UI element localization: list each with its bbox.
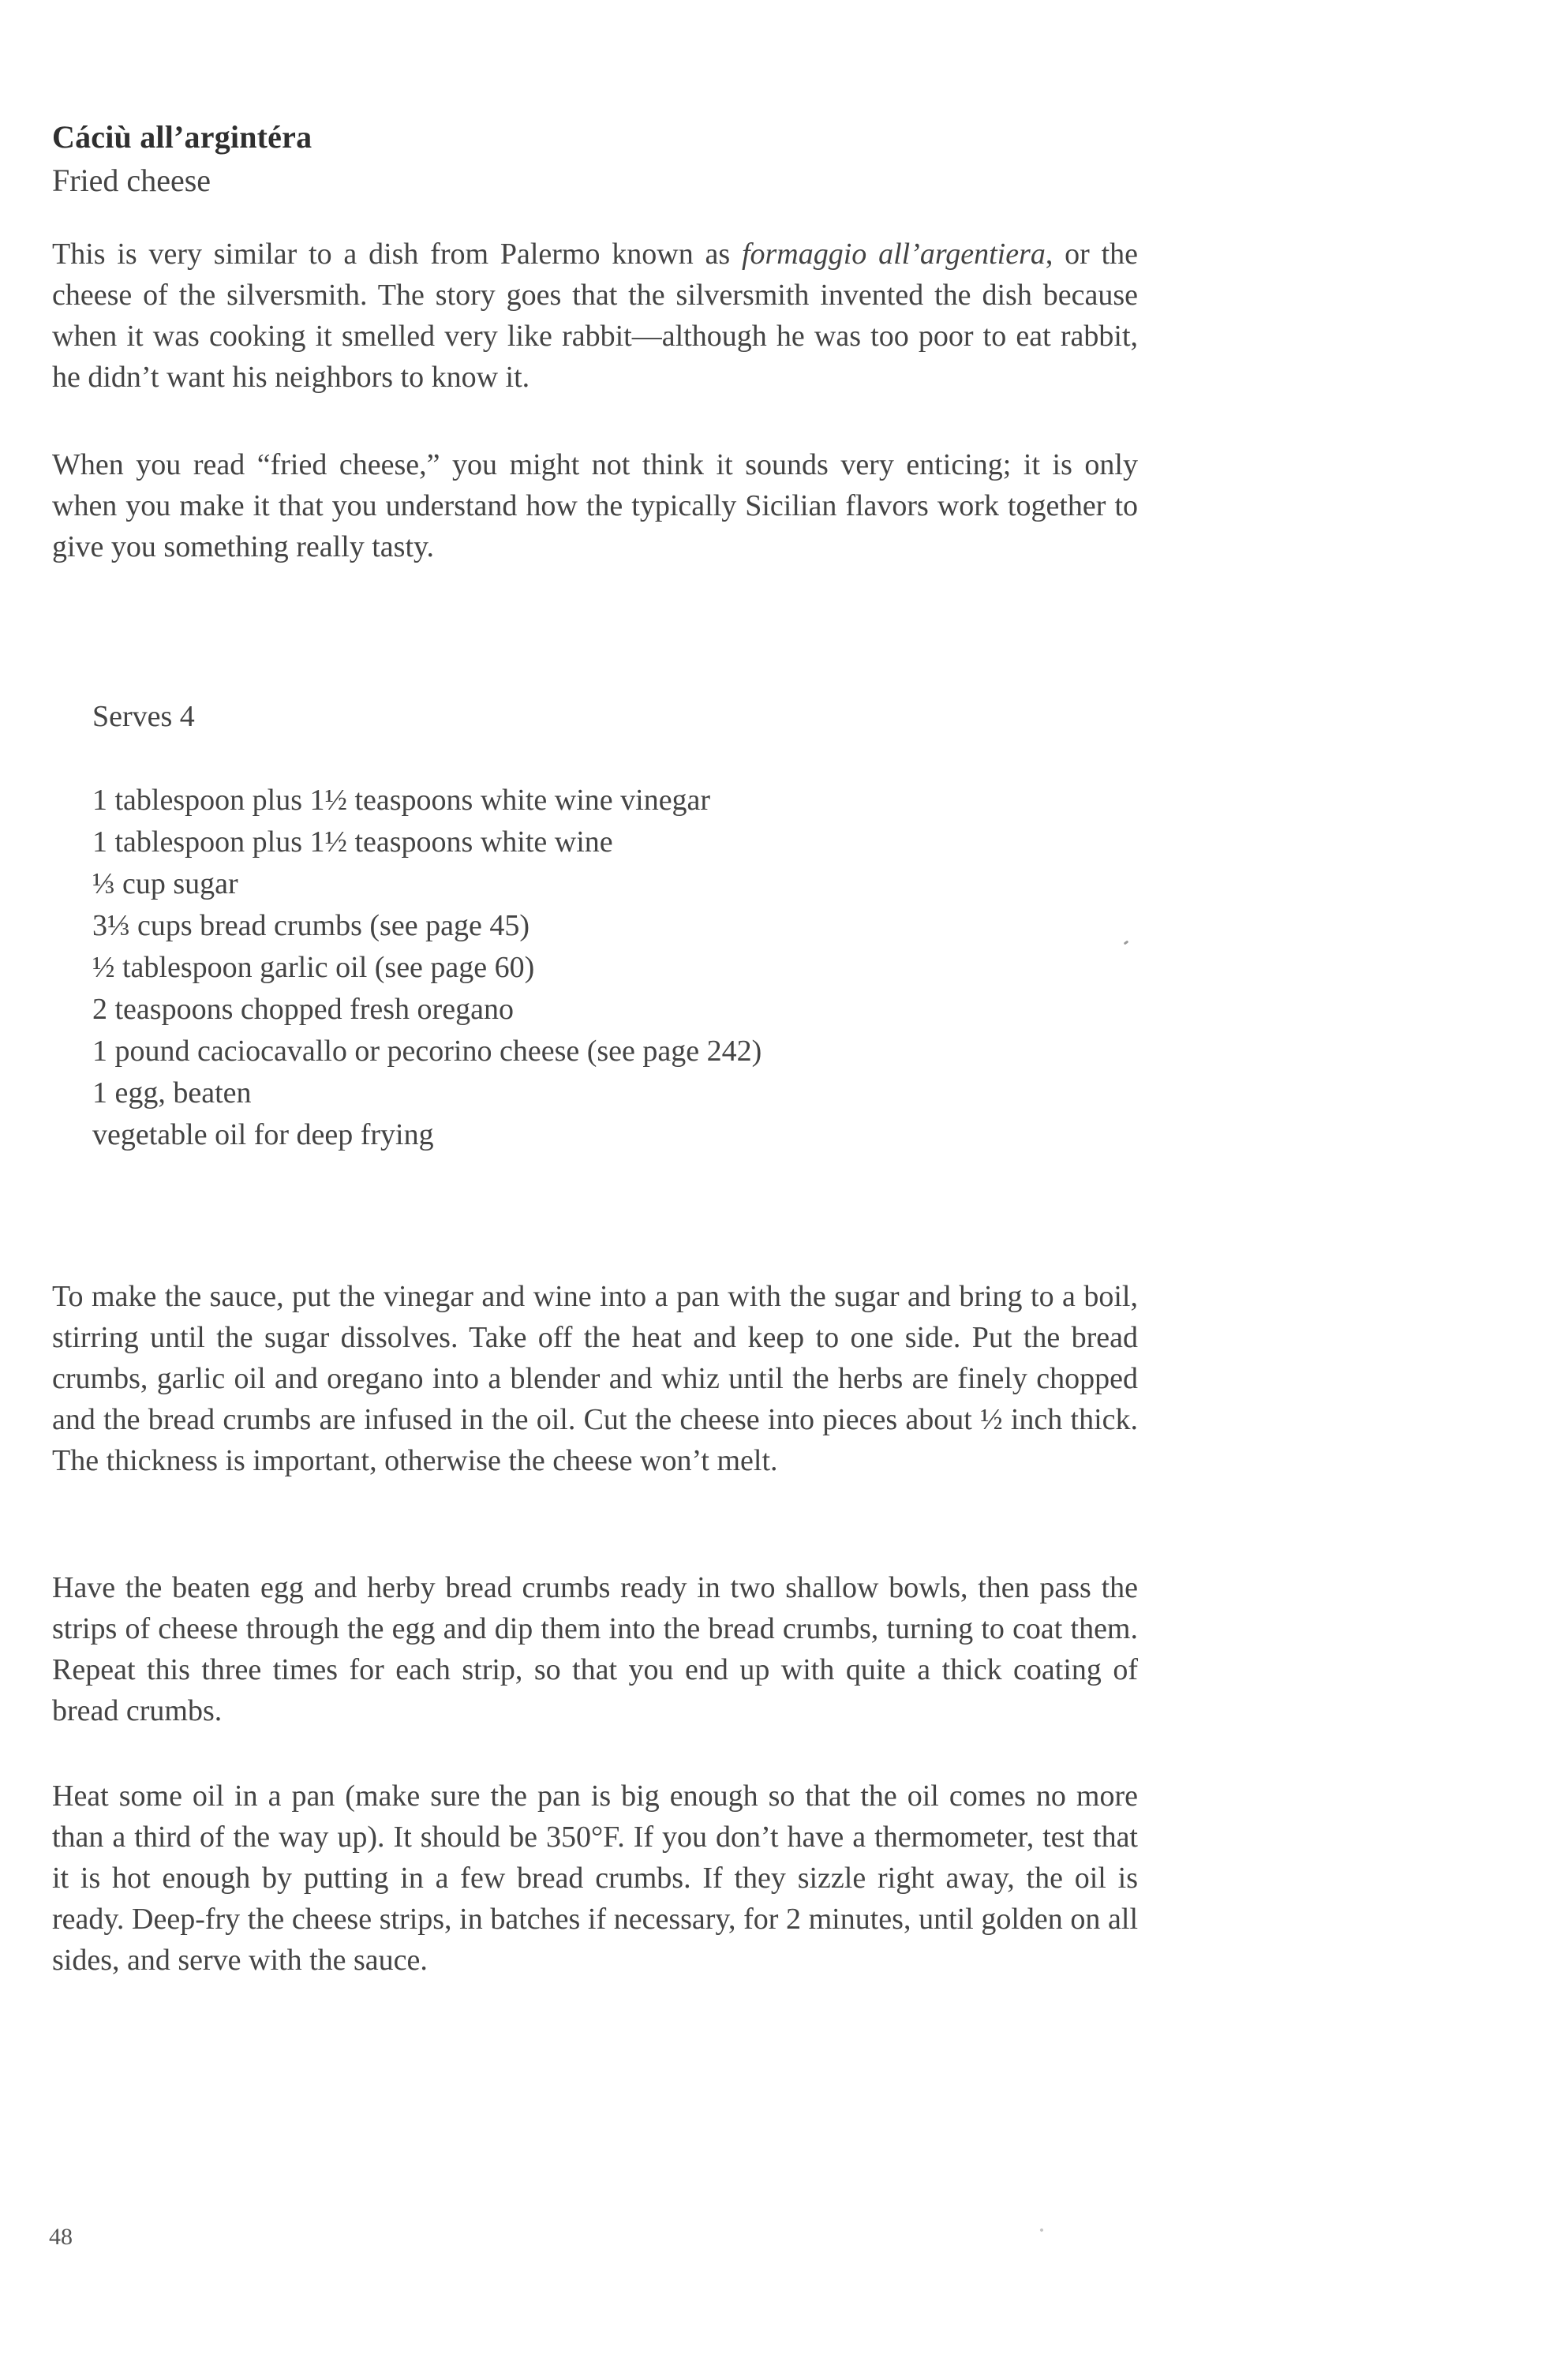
ingredient-item: 1 egg, beaten <box>92 1076 252 1110</box>
page-number: 48 <box>49 2224 73 2250</box>
recipe-subtitle: Fried cheese <box>52 163 211 198</box>
ingredient-item: 2 teaspoons chopped fresh oregano <box>92 993 514 1026</box>
intro-text: , or the cheese of the silversmith. The story goes that the silversmith invented the dish because when it was cooking it smelled very like rabbit—although he was too poor to eat rabbit, he didn’t want his neighbors to know it. <box>52 238 1138 394</box>
intro-paragraph-1 <box>52 234 1138 398</box>
ingredient-list <box>92 780 762 1156</box>
ingredient-item: ⅓ cup sugar <box>92 867 238 900</box>
intro-paragraph-2: When you read “fried cheese,” you might not think it sounds very enticing; it is only when you make it that you understand how the typically Sicilian flavors work together to give you something really tasty. <box>52 448 1138 563</box>
intro-text: This is very similar to a dish from Palermo known as <box>52 238 742 271</box>
ingredient-item: 1 tablespoon plus 1½ teaspoons white wine vinegar <box>92 784 711 817</box>
recipe-title: Cáciù all’argintéra <box>52 119 312 155</box>
ingredient-item: 3⅓ cups bread crumbs (see page 45) <box>92 909 530 942</box>
ingredient-item: 1 pound caciocavallo or pecorino cheese (see page 242) <box>92 1035 762 1068</box>
method-paragraph-3: Heat some oil in a pan (make sure the pan is big enough so that the oil comes no more than a third of the way up). It should be 350°F. If you don’t have a thermometer, test that it is hot enough by putting in a few bread crumbs. If they sizzle right away, the oil is ready. Deep-fry the cheese strips, in batches if necessary, for 2 minutes, until golden on all sides, and serve with the sauce. <box>52 1779 1138 1977</box>
ingredient-item: vegetable oil for deep frying <box>92 1118 434 1151</box>
ingredient-item: ½ tablespoon garlic oil (see page 60) <box>92 951 535 984</box>
scan-speck <box>1039 2228 1044 2232</box>
method-paragraph-2: Have the beaten egg and herby bread crumbs ready in two shallow bowls, then pass the strips of cheese through the egg and dip them into the bread crumbs, turning to coat them. Repeat this three times for each strip, so that you end up with quite a thick coating of bread crumbs. <box>52 1571 1138 1727</box>
scan-speck <box>1124 941 1129 945</box>
serves-line: Serves 4 <box>92 700 195 733</box>
intro-italic-name: formaggio all’argentiera <box>741 238 1046 271</box>
method-paragraph-1: To make the sauce, put the vinegar and wine into a pan with the sugar and bring to a boil, stirring until the sugar dissolves. Take off the heat and keep to one side. Put the bread crumbs, garlic oil and oregano into a blender and whiz until the herbs are finely chopped and the bread crumbs are infused in the oil. Cut the cheese into pieces about ½ inch thick. The thickness is important, otherwise the cheese won’t melt. <box>52 1280 1138 1477</box>
ingredient-item: 1 tablespoon plus 1½ teaspoons white wine <box>92 825 613 859</box>
